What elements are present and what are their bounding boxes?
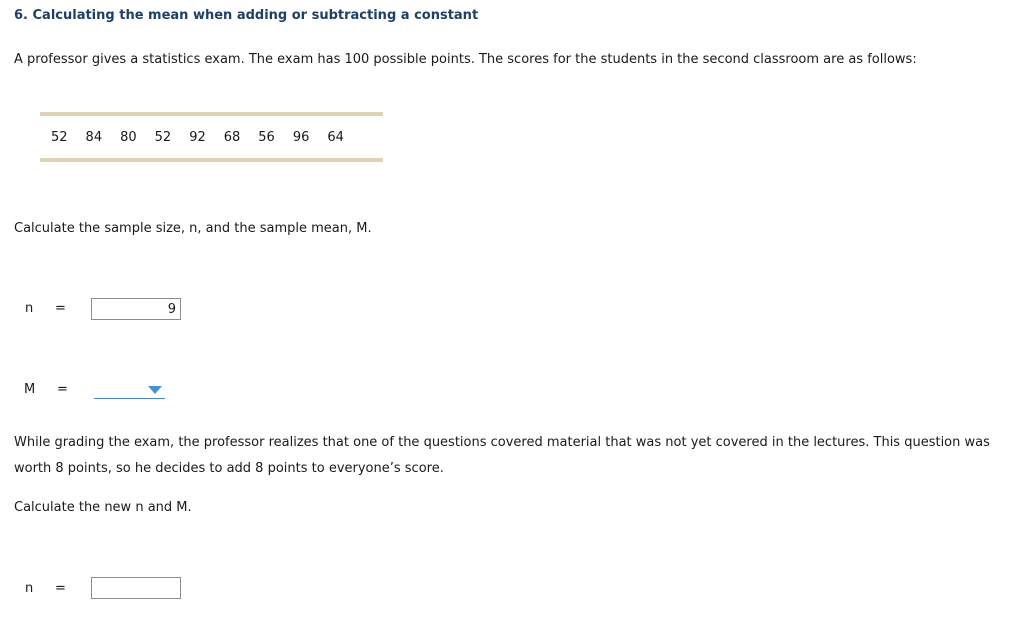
score-cell: 96 xyxy=(292,129,310,145)
question-title: 6. Calculating the mean when adding or subtracting a constant xyxy=(14,8,479,23)
score-cell: 68 xyxy=(223,129,241,145)
n-equals-sign: = xyxy=(55,301,66,316)
prompt-new-n-m: Calculate the new n and M. xyxy=(14,500,192,515)
new-n-equals-sign: = xyxy=(55,581,66,596)
score-cell: 84 xyxy=(85,129,103,145)
dropdown-caret-icon xyxy=(148,386,162,394)
n-input[interactable] xyxy=(91,298,181,320)
m-equals-sign: = xyxy=(57,382,68,397)
score-cell: 52 xyxy=(51,129,68,145)
scores-table xyxy=(40,112,383,162)
score-cell: 52 xyxy=(154,129,172,145)
score-cell: 80 xyxy=(120,129,137,145)
new-n-input[interactable] xyxy=(91,577,181,599)
score-cell: 64 xyxy=(327,129,344,145)
new-n-label: n xyxy=(25,581,34,596)
score-cell: 56 xyxy=(258,129,275,145)
prompt-sample-size-mean: Calculate the sample size, n, and the sample mean, M. xyxy=(14,221,372,236)
n-label: n xyxy=(25,301,34,316)
intro-text: A professor gives a statistics exam. The exam has 100 possible points. The scores for the students in the second classroom are as follows: xyxy=(14,52,917,67)
score-cell: 92 xyxy=(189,129,206,145)
m-dropdown[interactable] xyxy=(94,383,165,399)
followup-text-line1: While grading the exam, the professor realizes that one of the questions covered material that was not yet covered in the lectures. This question was xyxy=(14,435,990,450)
m-label: M xyxy=(24,382,36,397)
followup-text-line2: worth 8 points, so he decides to add 8 points to everyone’s score. xyxy=(14,461,444,476)
